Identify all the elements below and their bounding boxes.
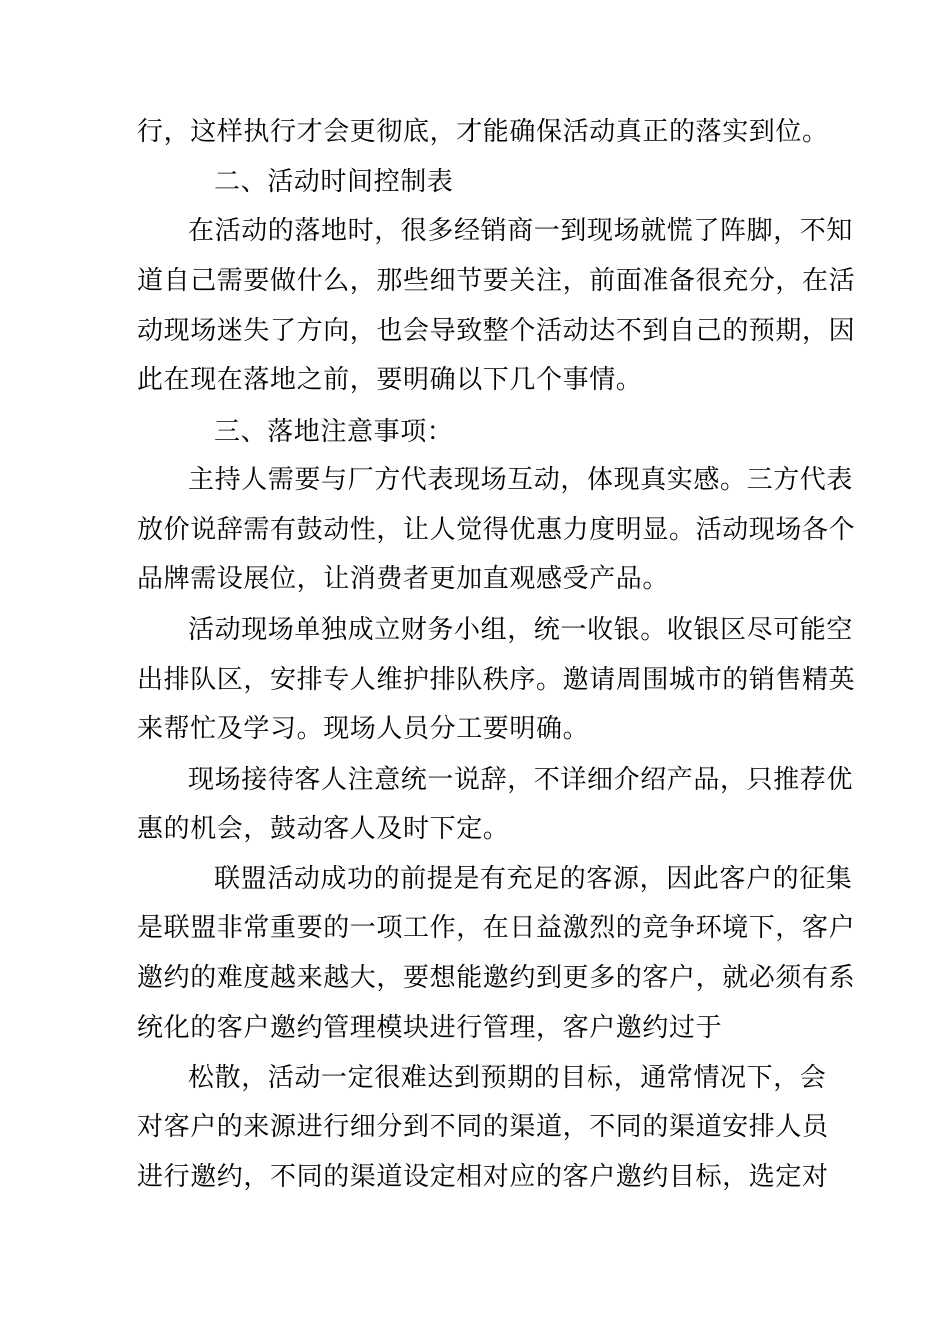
paragraph-line: 道自己需要做什么，那些细节要关注，前面准备很充分，在活 — [137, 266, 856, 296]
paragraph-line: 进行邀约，不同的渠道设定相对应的客户邀约目标，选定对 — [137, 1162, 829, 1192]
paragraph-line: 活动现场单独成立财务小组，统一收银。收银区尽可能空 — [188, 615, 854, 645]
paragraph-line: 行，这样执行才会更彻底，才能确保活动真正的落实到位。 — [137, 117, 829, 147]
paragraph-line: 来帮忙及学习。现场人员分工要明确。 — [137, 714, 590, 744]
paragraph-line: 惠的机会，鼓动客人及时下定。 — [137, 814, 510, 844]
paragraph-line: 统化的客户邀约管理模块进行管理，客户邀约过于 — [137, 1013, 723, 1043]
paragraph-line: 动现场迷失了方向，也会导致整个活动达不到自己的预期，因 — [137, 316, 856, 346]
paragraph-line: 是联盟非常重要的一项工作，在日益激烈的竞争环境下，客户 — [137, 913, 856, 943]
paragraph-line: 此在现在落地之前，要明确以下几个事情。 — [137, 365, 643, 395]
paragraph-line: 松散，活动一定很难达到预期的目标，通常情况下，会 — [188, 1063, 827, 1093]
paragraph-line: 邀约的难度越来越大，要想能邀约到更多的客户，就必须有系 — [137, 963, 856, 993]
paragraph-line: 出排队区，安排专人维护排队秩序。邀请周围城市的销售精英 — [137, 665, 856, 695]
paragraph-line: 在活动的落地时，很多经销商一到现场就慌了阵脚，不知 — [188, 216, 854, 246]
paragraph-line: 品牌需设展位，让消费者更加直观感受产品。 — [137, 564, 670, 594]
section-heading-notes: 三、落地注意事项： — [214, 417, 454, 447]
paragraph-line: 对客户的来源进行细分到不同的渠道，不同的渠道安排人员 — [137, 1112, 829, 1142]
paragraph-line: 主持人需要与厂方代表现场互动，体现真实感。三方代表 — [188, 465, 854, 495]
paragraph-line: 放价说辞需有鼓动性，让人觉得优惠力度明显。活动现场各个 — [137, 515, 856, 545]
paragraph-line: 现场接待客人注意统一说辞，不详细介绍产品，只推荐优 — [188, 765, 854, 795]
section-heading-schedule: 二、活动时间控制表 — [214, 167, 454, 197]
paragraph-line: 联盟活动成功的前提是有充足的客源，因此客户的征集 — [214, 864, 853, 894]
